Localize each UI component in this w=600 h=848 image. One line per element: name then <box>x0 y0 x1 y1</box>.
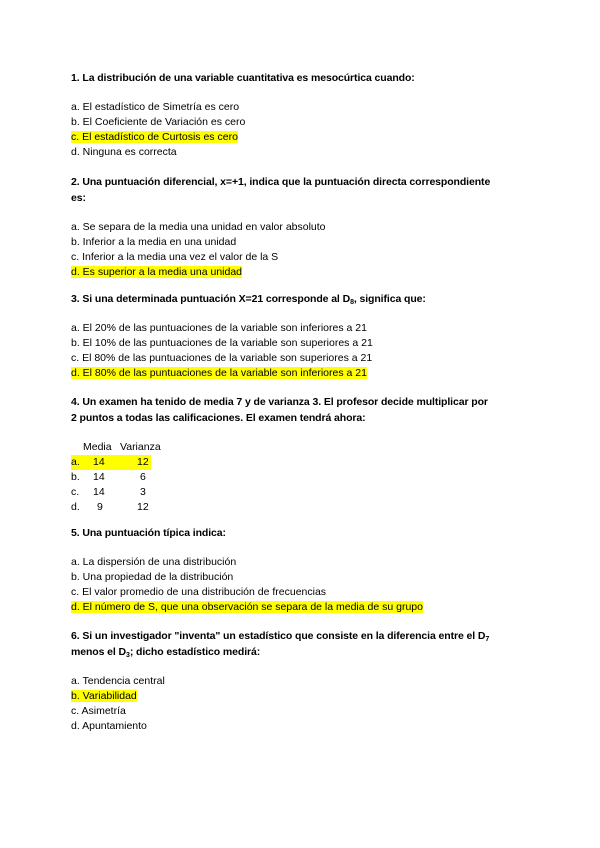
row-media: 14 <box>93 471 105 483</box>
question-4-title-line2: 2 puntos a todas las calificaciones. El examen tendrá ahora: <box>71 412 366 424</box>
question-2-title <box>71 174 531 206</box>
row-media: 14 <box>93 486 105 498</box>
q2-option-c: c. Inferior a la media una vez el valor de la S <box>71 251 279 263</box>
row-varianza: 12 <box>137 456 149 468</box>
question-6-title-line2-end: ; dicho estadístico medirá: <box>129 646 261 658</box>
question-5 <box>71 525 531 615</box>
question-6-options <box>71 674 531 734</box>
question-6-title-line2: menos el D <box>71 646 127 658</box>
q1-option-a: a. El estadístico de Simetría es cero <box>71 101 240 113</box>
q6-option-c: c. Asimetría <box>71 705 126 717</box>
q3-option-d-correct: d. El 80% de las puntuaciones de la variable son inferiores a 21 <box>71 367 367 379</box>
q5-option-d-correct: d. El número de S, que una observación se separa de la media de su grupo <box>71 601 423 613</box>
q2-option-d-correct: d. Es superior a la media una unidad <box>71 266 243 278</box>
question-6-title <box>71 628 531 660</box>
question-2-title-line1: 2. Una puntuación diferencial, x=+1, indica que la puntuación directa correspondiente <box>71 176 491 188</box>
question-4 <box>71 394 531 515</box>
row-letter: a. <box>71 456 80 468</box>
row-varianza: 6 <box>140 471 146 483</box>
header-media: Media <box>83 441 112 453</box>
row-letter: c. <box>71 486 80 498</box>
q6-option-d: d. Apuntamiento <box>71 720 147 732</box>
q3-option-a: a. El 20% de las puntuaciones de la variable son inferiores a 21 <box>71 322 367 334</box>
q6-option-a: a. Tendencia central <box>71 675 165 687</box>
question-3-options <box>71 321 531 381</box>
question-3 <box>71 291 531 381</box>
table-row-d <box>71 500 531 515</box>
question-3-title <box>71 291 531 307</box>
q2-option-b: b. Inferior a la media en una unidad <box>71 236 237 248</box>
q1-option-d: d. Ninguna es correcta <box>71 146 177 158</box>
question-3-title-subscript: 8 <box>350 299 354 306</box>
row-letter: b. <box>71 471 80 483</box>
q2-option-a: a. Se separa de la media una unidad en valor absoluto <box>71 221 326 233</box>
q6-option-b-correct: b. Variabilidad <box>71 690 137 702</box>
q3-option-c: c. El 80% de las puntuaciones de la variable son superiores a 21 <box>71 352 373 364</box>
question-5-options <box>71 555 531 615</box>
q5-option-a: a. La dispersión de una distribución <box>71 556 237 568</box>
q5-option-c: c. El valor promedio de una distribución de frecuencias <box>71 586 327 598</box>
row-varianza: 3 <box>140 486 146 498</box>
question-4-table <box>71 440 531 515</box>
question-1-options <box>71 100 531 160</box>
question-6-subscript-1: 7 <box>485 636 490 643</box>
table-row-c <box>71 485 531 500</box>
question-5-title: 5. Una puntuación típica indica: <box>71 527 226 539</box>
question-1 <box>71 70 531 160</box>
question-2-title-line2: es: <box>71 192 86 204</box>
q1-option-b: b. El Coeficiente de Variación es cero <box>71 116 246 128</box>
table-header <box>71 440 531 455</box>
row-varianza: 12 <box>137 501 149 513</box>
q5-option-b: b. Una propiedad de la distribución <box>71 571 234 583</box>
table-row-a-correct <box>71 455 531 470</box>
row-letter: d. <box>71 501 80 513</box>
question-3-title-end: , significa que: <box>353 293 426 305</box>
question-3-title-text: 3. Si una determinada puntuación X=21 corresponde al D <box>71 293 351 305</box>
question-2-options <box>71 220 531 280</box>
table-row-b <box>71 470 531 485</box>
question-6 <box>71 628 531 734</box>
header-varianza: Varianza <box>120 441 161 453</box>
q3-option-b: b. El 10% de las puntuaciones de la variable son superiores a 21 <box>71 337 373 349</box>
question-2 <box>71 174 531 280</box>
question-6-subscript-2: 3 <box>126 652 130 659</box>
question-6-title-line1: 6. Si un investigador "inventa" un estadístico que consiste en la diferencia entre el D <box>71 630 486 642</box>
row-media: 9 <box>97 501 103 513</box>
q1-option-c-correct: c. El estadístico de Curtosis es cero <box>71 131 238 143</box>
question-1-title: 1. La distribución de una variable cuantitativa es mesocúrtica cuando: <box>71 72 415 84</box>
question-4-title <box>71 394 531 426</box>
row-media: 14 <box>93 456 105 468</box>
question-4-title-line1: 4. Un examen ha tenido de media 7 y de varianza 3. El profesor decide multiplicar por <box>71 396 488 408</box>
